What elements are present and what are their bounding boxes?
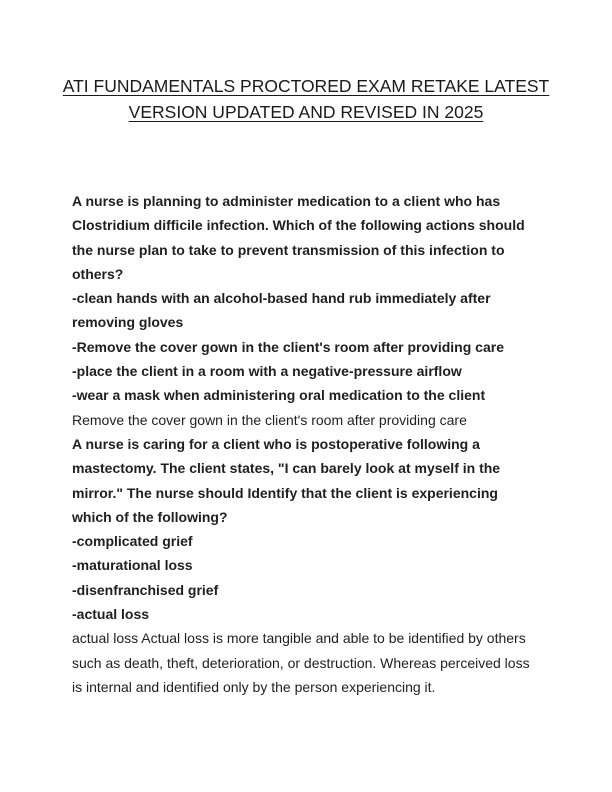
question-2-line: which of the following? (72, 508, 228, 525)
question-1-line: Clostridium difficile infection. Which of the following actions should (72, 217, 525, 234)
question-2-option: -maturational loss (72, 557, 193, 574)
question-1-option: removing gloves (72, 314, 184, 331)
question-2-line: mastectomy. The client states, "I can barely look at myself in the (72, 460, 501, 477)
question-2-answer: actual loss Actual loss is more tangible and able to be identified by others (72, 630, 526, 647)
question-2-line: mirror." The nurse should Identify that the client is experiencing (72, 484, 498, 501)
question-2-line: A nurse is caring for a client who is postoperative following a (72, 435, 480, 452)
question-2-option: -disenfranchised grief (72, 581, 219, 598)
question-1-option: -Remove the cover gown in the client's room after providing care (72, 338, 504, 355)
title-line-1: ATI FUNDAMENTALS PROCTORED EXAM RETAKE LATEST (62, 76, 550, 96)
question-2-option: -complicated grief (72, 533, 193, 550)
question-1-option: -clean hands with an alcohol-based hand rub immediately after (72, 290, 491, 307)
document-body (72, 189, 542, 699)
question-2-option: -actual loss (72, 606, 150, 623)
question-1-option: -place the client in a room with a negative-pressure airflow (72, 363, 462, 380)
title-line-2: VERSION UPDATED AND REVISED IN 2025 (128, 102, 484, 122)
question-2-answer: such as death, theft, deterioration, or destruction. Whereas perceived loss (72, 654, 530, 671)
question-1-line: the nurse plan to take to prevent transmission of this infection to (72, 241, 505, 258)
question-1-option: -wear a mask when administering oral medication to the client (72, 387, 486, 404)
question-1-answer: Remove the cover gown in the client's room after providing care (72, 411, 467, 428)
question-1-line: others? (72, 265, 124, 282)
question-2-answer: is internal and identified only by the person experiencing it. (72, 678, 436, 695)
question-1-line: A nurse is planning to administer medication to a client who has (72, 193, 501, 209)
document-title (40, 73, 572, 125)
